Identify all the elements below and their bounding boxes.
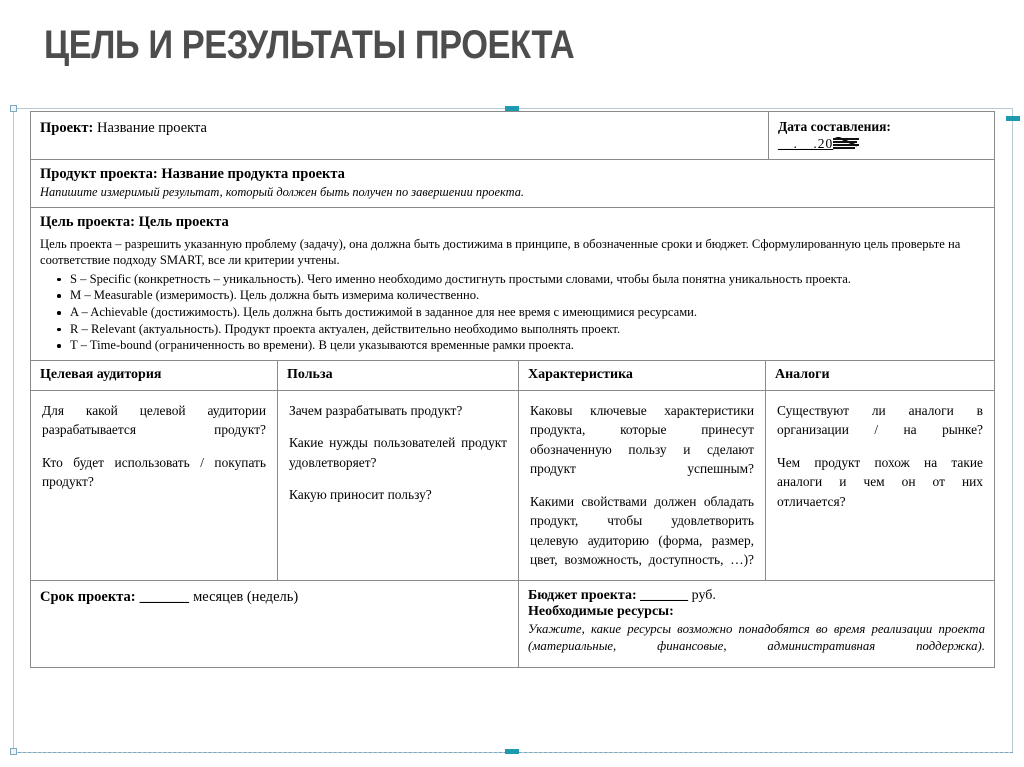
cell-project-term [31, 581, 519, 667]
resize-handle-bottom-left[interactable] [10, 748, 17, 755]
goal-label: Цель проекта: [40, 214, 135, 230]
column-paragraph: Какие нужды пользователей продукт удовлетворяет? [289, 435, 507, 470]
column-characteristics [519, 361, 766, 580]
column-paragraph: Существуют ли аналоги в организации / на рынке? [777, 402, 983, 438]
goal-value: Цель проекта [138, 214, 229, 230]
resources-label: Необходимые ресурсы: [528, 603, 674, 619]
list-item: A – Achievable (достижимость). Цель должна быть достижимой в заданное для нее время с имеющимися ресурсами. [70, 304, 985, 321]
column-paragraph: Зачем разрабатывать продукт? [289, 402, 463, 418]
page-title: ЦЕЛЬ И РЕЗУЛЬТАТЫ ПРОЕКТА [44, 23, 575, 67]
resources-hint: Укажите, какие ресурсы возможно понадобятся во время реализации проекта (материальные, финансовые, административная поддержка). [528, 621, 985, 653]
resize-handle-bottom-center[interactable] [505, 749, 519, 754]
budget-label: Бюджет проекта: [528, 587, 637, 603]
table-row-product [31, 160, 994, 208]
column-paragraph: Какими свойствами должен обладать продукт, чтобы удовлетворить целевую аудиторию (форма, размер, цвет, возможность, доступность, …)? [530, 493, 754, 568]
product-label: Продукт проекта: [40, 166, 158, 182]
goal-body-text: Цель проекта – разрешить указанную проблему (задачу), она должна быть достижима в принципе, в обозначенные сроки и бюджет. Сформулированную цель проверьте на соответствие подходу SMART, все ли критерии учтены. [40, 237, 961, 268]
smart-criteria-list [40, 271, 985, 354]
column-header: Польза [278, 361, 518, 391]
table-row-goal [31, 208, 994, 361]
column-paragraph: Какую приносит пользу? [289, 487, 432, 503]
table-row-analysis [31, 361, 994, 581]
column-target-audience [31, 361, 278, 580]
list-item: T – Time-bound (ограниченность во времени). В цели указываются временные рамки проекта. [70, 337, 985, 354]
date-value-row [778, 135, 985, 152]
column-paragraph: Кто будет использовать / покупать продукт? [42, 454, 266, 490]
column-body [519, 391, 765, 580]
resize-handle-top-left[interactable] [10, 105, 17, 112]
product-hint: Напишите измеримый результат, который должен быть получен по завершении проекта. [40, 185, 524, 199]
term-unit: месяцев (недель) [193, 588, 299, 605]
term-blank: ______ [139, 588, 190, 605]
column-header: Целевая аудитория [31, 361, 277, 391]
list-item: M – Measurable (измеримость). Цель должна быть измерима количественно. [70, 287, 985, 304]
project-charter-table [30, 111, 995, 668]
date-label: Дата составления: [778, 119, 891, 134]
project-value: Название проекта [96, 120, 207, 136]
resize-handle-right[interactable] [1006, 116, 1020, 121]
column-paragraph: Для какой целевой аудитории разрабатывается продукт? [42, 402, 266, 438]
budget-line [528, 588, 985, 604]
cell-date [769, 112, 994, 159]
list-item: S – Specific (конкретность – уникальность). Чего именно необходимо достигнуть простыми словами, чтобы была понятна уникальность проекта. [70, 271, 985, 288]
product-value: Название продукта проекта [161, 166, 345, 182]
table-row-project [31, 112, 994, 160]
list-item: R – Relevant (актуальность). Продукт проекта актуален, действительно необходимо выполнять проект. [70, 321, 985, 338]
column-body [766, 391, 994, 522]
budget-blank: ______ [640, 587, 689, 603]
table-row-footer [31, 581, 994, 667]
column-paragraph: Чем продукт похож на такие аналоги и чем он от них отличается? [777, 454, 983, 509]
column-header: Характеристика [519, 361, 765, 391]
project-label: Проект: [40, 120, 94, 136]
budget-unit: руб. [691, 587, 716, 603]
column-analogues [766, 361, 994, 580]
cell-project-name [31, 112, 769, 159]
redaction-scribble [833, 137, 859, 150]
column-header: Аналоги [766, 361, 994, 391]
column-body [278, 391, 518, 515]
term-label: Срок проекта: [40, 588, 136, 605]
date-value: __.__.20 [778, 136, 834, 151]
column-body [31, 391, 277, 502]
column-paragraph: Каковы ключевые характеристики продукта, которые принесут обозначенную пользу и сделают продукт успешным? [530, 402, 754, 477]
cell-project-budget [519, 581, 994, 667]
column-benefit [278, 361, 519, 580]
